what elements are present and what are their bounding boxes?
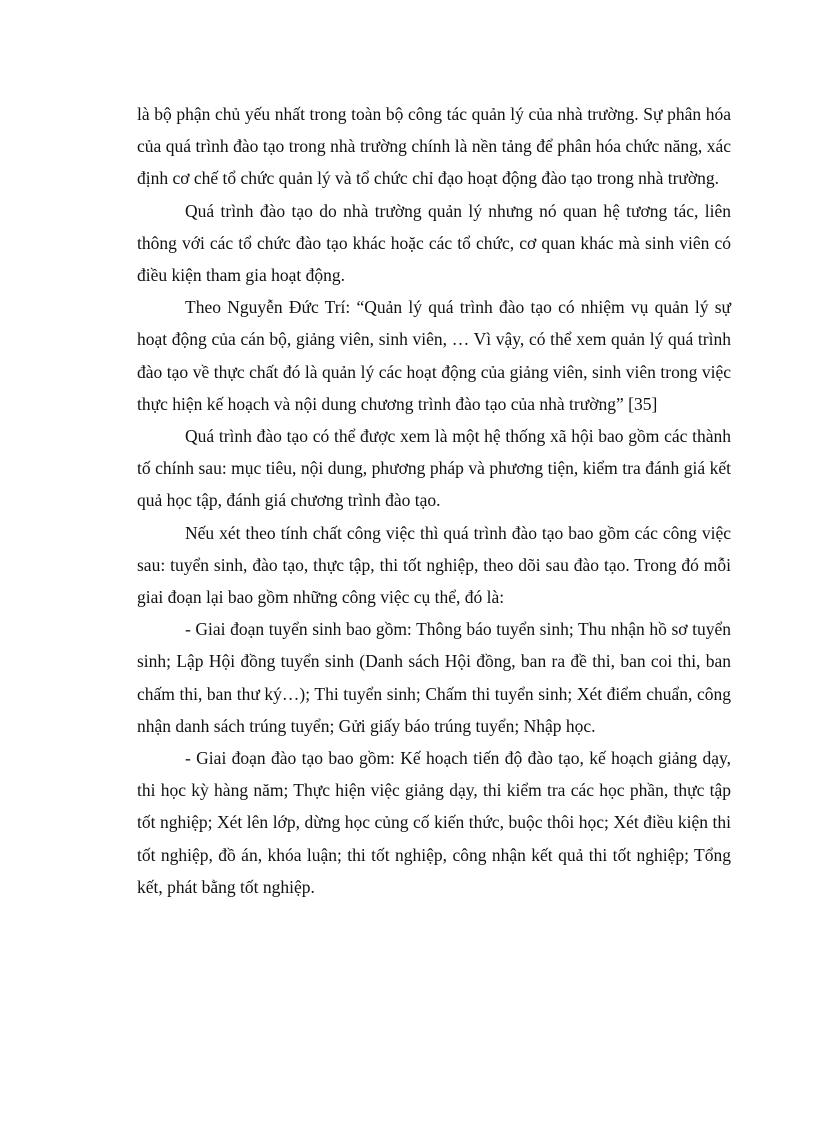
paragraph-work-stages: Nếu xét theo tính chất công việc thì quá trình đào tạo bao gồm các công việc sau: tuyển sinh, đào tạo, thực tập, thi tốt nghiệp, theo dõi sau đào tạo. Trong đó mỗi giai đoạn lại bao gồm những công việc cụ thể, đó là: bbox=[137, 522, 731, 608]
paragraph-continuation: là bộ phận chủ yếu nhất trong toàn bộ công tác quản lý của nhà trường. Sự phân hóa của quá trình đào tạo trong nhà trường chính là nền tảng để phân hóa chức năng, xác định cơ chế tổ chức quản lý và tổ chức chỉ đạo hoạt động đào tạo trong nhà trường. bbox=[137, 104, 731, 189]
document-page bbox=[137, 98, 731, 903]
list-item-training-stage: - Giai đoạn đào tạo bao gồm: Kế hoạch tiến độ đào tạo, kế hoạch giảng dạy, thi học kỳ hàng năm; Thực hiện việc giảng dạy, thi kiểm tra các học phần, thực tập tốt nghiệp; Xét lên lớp, dừng học củng cố kiến thức, buộc thôi học; Xét điều kiện thi tốt nghiệp, đồ án, khóa luận; thi tốt nghiệp, công nhận kết quả thi tốt nghiệp; Tổng kết, phát bằng tốt nghiệp. bbox=[137, 748, 731, 897]
list-item-enrollment-stage: - Giai đoạn tuyển sinh bao gồm: Thông báo tuyển sinh; Thu nhận hồ sơ tuyển sinh; Lập Hội đồng tuyển sinh (Danh sách Hội đồng, ban ra đề thi, ban coi thi, ban chấm thi, ban thư ký…); Thi tuyển sinh; Chấm thi tuyển sinh; Xét điểm chuẩn, công nhận danh sách trúng tuyển; Gửi giấy báo trúng tuyển; Nhập học. bbox=[137, 619, 731, 736]
paragraph-components: Quá trình đào tạo có thể được xem là một hệ thống xã hội bao gồm các thành tố chính sau: mục tiêu, nội dung, phương pháp và phương tiện, kiểm tra đánh giá kết quả học tập, đánh giá chương trình đào tạo. bbox=[137, 426, 731, 511]
paragraph-quotation: Theo Nguyễn Đức Trí: “Quản lý quá trình đào tạo có nhiệm vụ quản lý sự hoạt động của cán bộ, giảng viên, sinh viên, … Vì vậy, có thể xem quản lý quá trình đào tạo về thực chất đó là quản lý các hoạt động của giảng viên, sinh viên trong việc thực hiện kế hoạch và nội dung chương trình đào tạo của nhà trường” [35] bbox=[137, 297, 731, 414]
paragraph-interaction: Quá trình đào tạo do nhà trường quản lý nhưng nó quan hệ tương tác, liên thông với các tổ chức đào tạo khác hoặc các tổ chức, cơ quan khác mà sinh viên có điều kiện tham gia hoạt động. bbox=[137, 200, 731, 286]
